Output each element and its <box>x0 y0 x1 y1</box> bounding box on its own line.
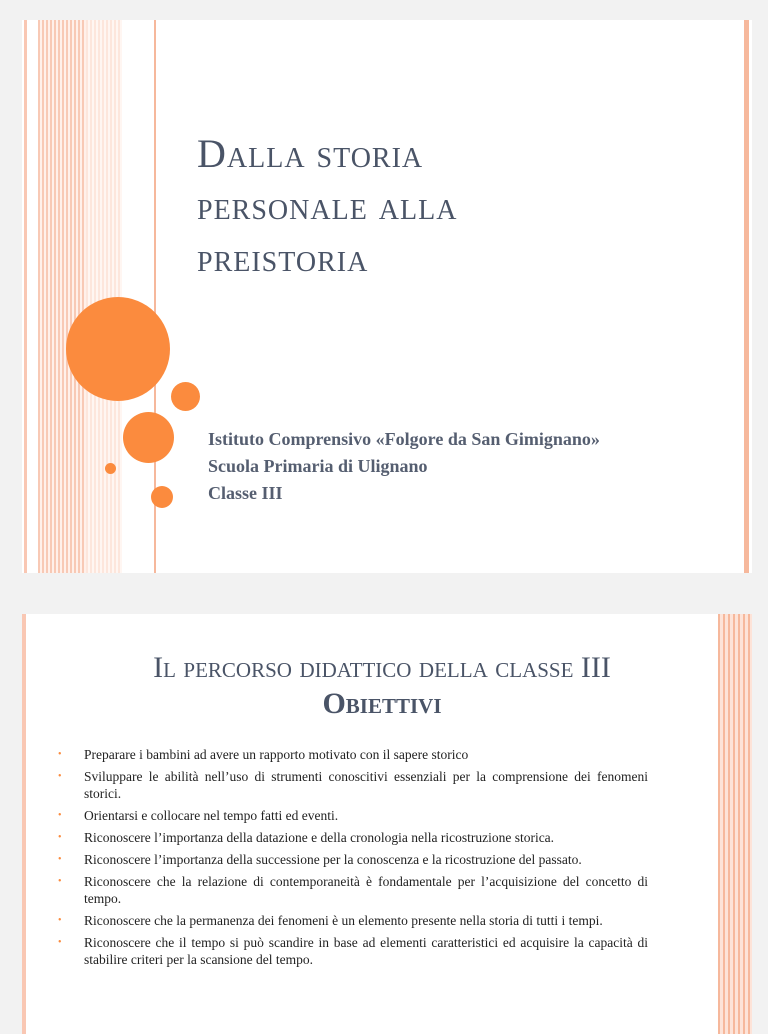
list-item: • Riconoscere che la relazione di contemporaneità è fondamentale per l’acquisizione del concetto di tempo. <box>58 874 648 906</box>
subtitle-line: Obiettivi <box>322 687 442 720</box>
decorative-line <box>744 20 749 573</box>
decorative-circle <box>151 486 173 508</box>
class-label: Classe III <box>208 483 283 503</box>
slide-title <box>42 650 722 722</box>
list-item: • Riconoscere l’importanza della successione per la conoscenza e la ricostruzione del passato. <box>58 852 582 867</box>
decorative-stripe <box>24 20 27 573</box>
list-item: • Riconoscere che il tempo si può scandire in base ad elementi caratteristici ed acquisire la capacità di stabilire criteri per la scansione del tempo. <box>58 935 648 967</box>
title-line: Dalla storia <box>197 131 424 176</box>
list-item: • Orientarsi e collocare nel tempo fatti ed eventi. <box>58 808 339 823</box>
title-line: personale alla <box>197 183 458 228</box>
decorative-circle <box>123 412 174 463</box>
list-item: • Riconoscere l’importanza della datazione e della cronologia nella ricostruzione storica. <box>58 830 555 845</box>
title-line: preistoria <box>197 235 369 280</box>
objectives-slide <box>22 614 752 1034</box>
decorative-stripe-band <box>718 614 752 1034</box>
bullet-dot-icon: • <box>58 915 62 926</box>
bullet-dot-icon: • <box>58 771 62 782</box>
list-item: • Sviluppare le abilità nell’uso di strumenti conoscitivi essenziali per la comprensione dei fenomeni storici. <box>58 769 648 801</box>
bullet-dot-icon: • <box>58 876 62 887</box>
title-line: Il percorso didattico della classe III <box>153 651 611 684</box>
decorative-stripe-band <box>38 20 86 573</box>
decorative-circle <box>105 463 116 474</box>
bullet-dot-icon: • <box>58 832 62 843</box>
list-item: • Riconoscere che la permanenza dei fenomeni è un elemento presente nella storia di tutti i tempi. <box>58 913 603 928</box>
decorative-circle <box>171 382 200 411</box>
objectives-list <box>58 746 648 973</box>
bullet-dot-icon: • <box>58 937 62 948</box>
decorative-circle <box>66 297 170 401</box>
slide-title <box>197 128 717 284</box>
bullet-dot-icon: • <box>58 810 62 821</box>
slide-subtitle <box>208 426 728 507</box>
title-slide <box>22 20 752 573</box>
list-item: • Preparare i bambini ad avere un rapporto motivato con il sapere storico <box>58 747 469 762</box>
bullet-dot-icon: • <box>58 854 62 865</box>
school-branch: Scuola Primaria di Ulignano <box>208 456 428 476</box>
bullet-dot-icon: • <box>58 749 62 760</box>
decorative-line <box>22 614 26 1034</box>
school-name: Istituto Comprensivo «Folgore da San Gimignano» <box>208 429 600 449</box>
